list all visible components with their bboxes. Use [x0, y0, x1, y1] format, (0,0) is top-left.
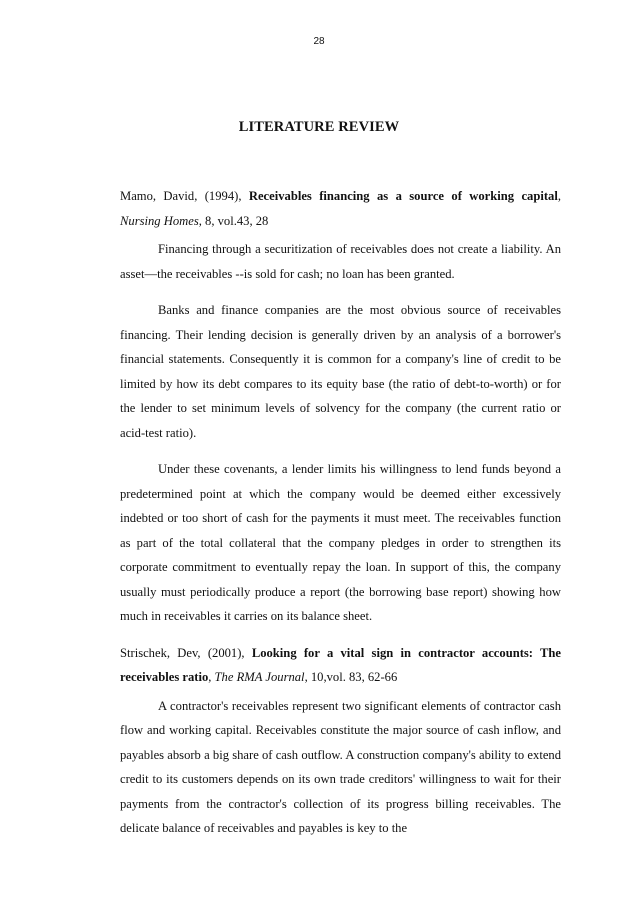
reference-title: Receivables financing as a source of working capital	[248, 189, 558, 203]
reference-details: , 10,vol. 83, 62-66	[304, 670, 398, 684]
reference-title: Looking for a vital sign in contractor accounts: The receivables ratio	[120, 645, 562, 684]
reference-entry	[120, 184, 561, 233]
section-heading: LITERATURE REVIEW	[238, 119, 400, 135]
reference-authors: Strischek, Dev, (2001),	[120, 645, 252, 660]
page-number: 28	[313, 36, 325, 47]
body-paragraph: Financing through a securitization of receivables does not create a liability. An asset—the receivables --is sold for cash; no loan has been granted.	[120, 242, 561, 281]
reference-entry	[120, 641, 561, 690]
body-paragraph: A contractor's receivables represent two significant elements of contractor cash flow and working capital. Receivables constitute the major source of cash inflow, and payables absorb a big share of cash outflow. A construction company's ability to extend credit to its customers depends on its own trade creditors' willingness to wait for their payments from the contractor's collection of its progress billing receivables. The delicate balance of receivables and payables is key to the	[120, 698, 561, 835]
reference-authors: Mamo, David, (1994),	[120, 189, 249, 203]
reference-separator: ,	[208, 670, 215, 684]
reference-separator: ,	[557, 189, 561, 203]
reference-journal: The RMA Journal	[214, 670, 305, 684]
body-paragraph: Under these covenants, a lender limits his willingness to lend funds beyond a predetermined point at which the company would be deemed either excessively indebted or too short of cash for the payments it must meet. The receivables function as part of the total collateral that the company pledges in order to strengthen its corporate commitment to eventually repay the loan. In support of this, the company usually must periodically produce a report (the borrowing base report) showing how much in receivables it carries on its balance sheet.	[120, 462, 561, 623]
body-paragraph: Banks and finance companies are the most obvious source of receivables financing. Their lending decision is generally driven by an analysis of a borrower's financial statements. Consequently it is common for a company's line of credit to be limited by how its debt compares to its equity base (the ratio of debt-to-worth) or for the lender to set minimum levels of solvency for the company (the current ratio or acid-test ratio).	[120, 303, 561, 440]
document-body	[120, 184, 561, 853]
reference-journal: Nursing Homes	[120, 213, 199, 228]
reference-details: , 8, vol.43, 28	[198, 213, 269, 228]
